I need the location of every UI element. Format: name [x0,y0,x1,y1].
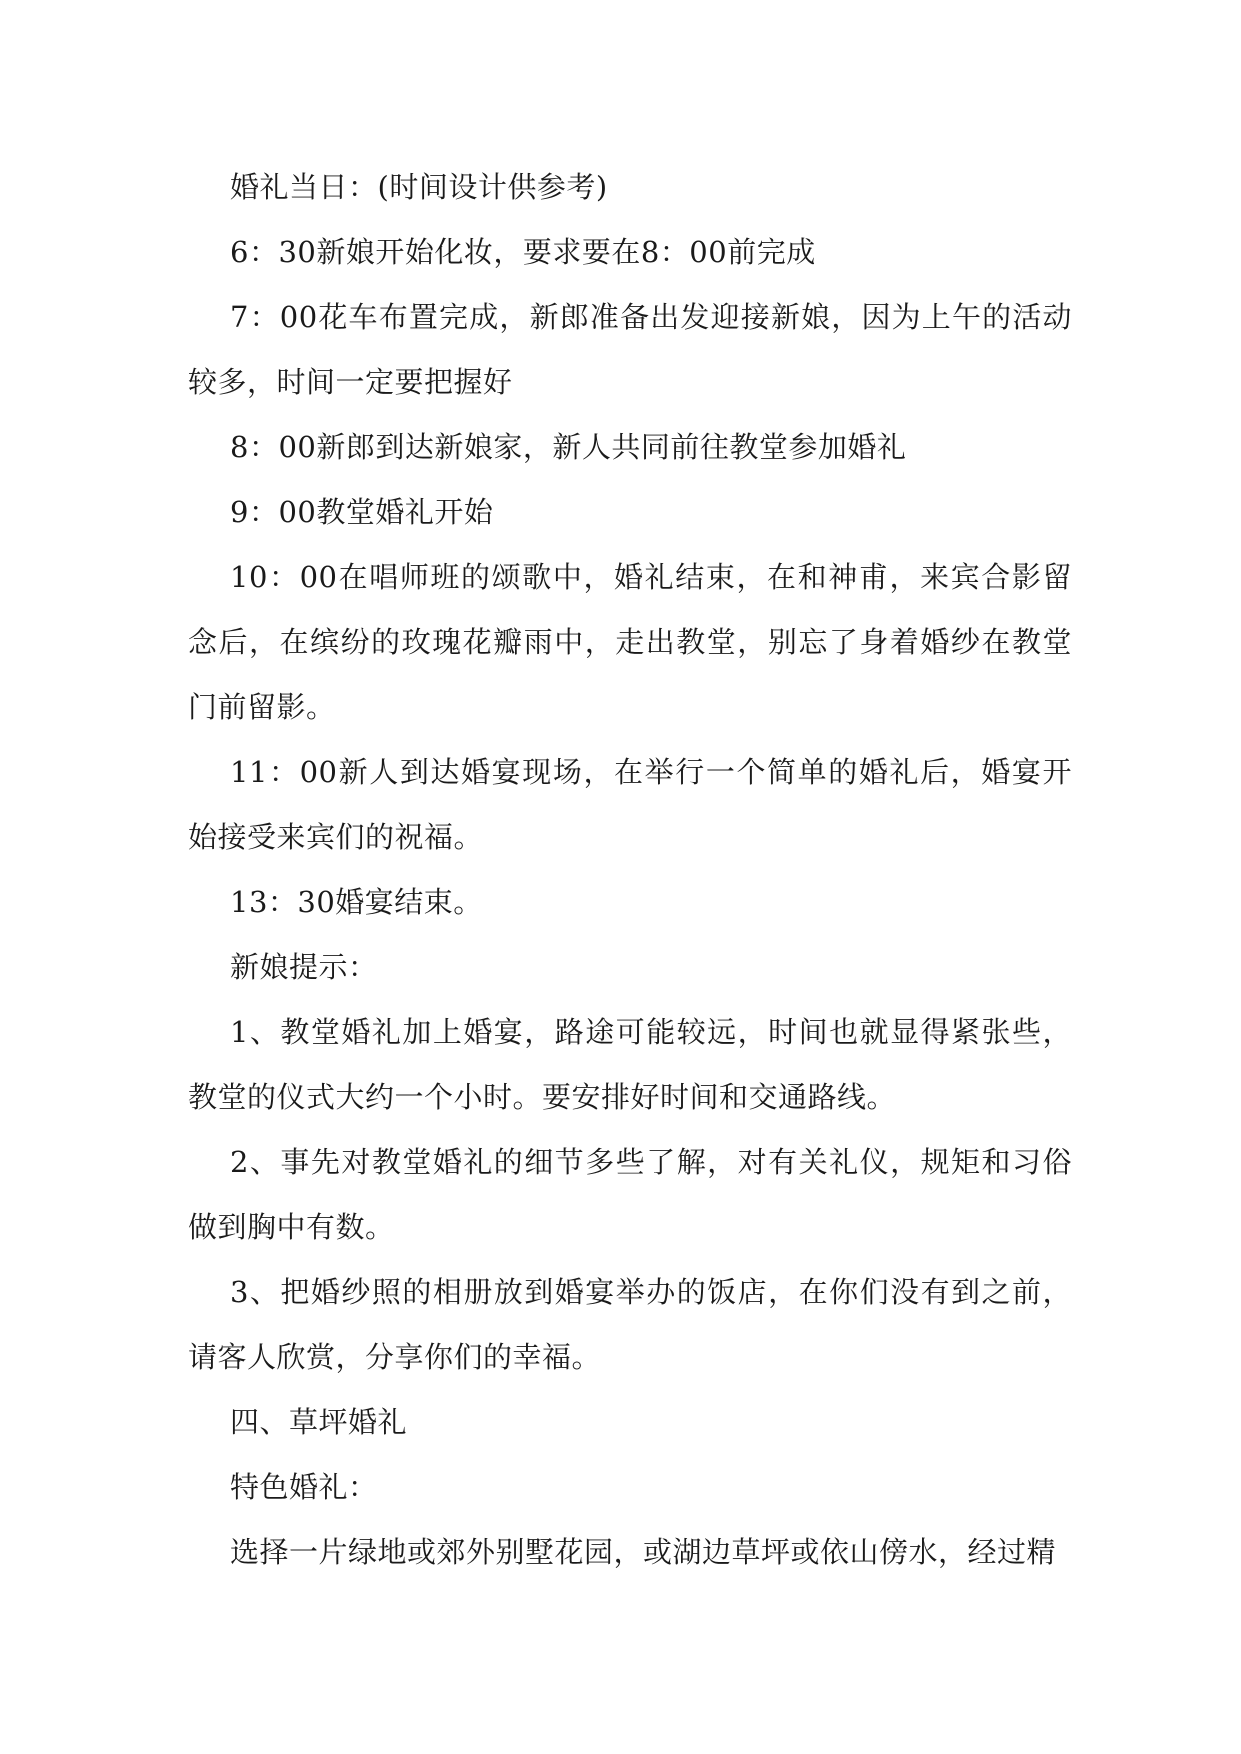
paragraph-schedule-0900: 9：00教堂婚礼开始 [230,495,494,529]
paragraph-schedule-0700: 7：00花车布置完成，新郎准备出发迎接新娘，因为上午的活动较多，时间一定要把握好 [188,300,1072,399]
paragraph-schedule-1000: 10：00在唱师班的颂歌中，婚礼结束，在和神甫，来宾合影留念后，在缤纷的玫瑰花瓣雨中，走出教堂，别忘了身着婚纱在教堂门前留影。 [188,560,1072,724]
paragraph-schedule-1100: 11：00新人到达婚宴现场，在举行一个简单的婚礼后，婚宴开始接受来宾们的祝福。 [188,755,1072,854]
paragraph-lawn-description: 选择一片绿地或郊外别墅花园，或湖边草坪或依山傍水，经过精 [230,1535,1057,1569]
paragraph-bride-tips-heading: 新娘提示： [230,950,378,984]
paragraph-wedding-day-heading: 婚礼当日：(时间设计供参考) [230,170,608,204]
document-body [188,155,1072,1585]
paragraph-tip-3: 3、把婚纱照的相册放到婚宴举办的饭店，在你们没有到之前，请客人欣赏，分享你们的幸福。 [188,1275,1072,1374]
paragraph-schedule-0800: 8：00新郎到达新娘家，新人共同前往教堂参加婚礼 [230,430,907,464]
paragraph-tip-1: 1、教堂婚礼加上婚宴，路途可能较远，时间也就显得紧张些，教堂的仪式大约一个小时。要安排好时间和交通路线。 [188,1015,1072,1114]
paragraph-feature-heading: 特色婚礼： [230,1470,378,1504]
paragraph-tip-2: 2、事先对教堂婚礼的细节多些了解，对有关礼仪，规矩和习俗做到胸中有数。 [188,1145,1072,1244]
section-heading-lawn-wedding: 四、草坪婚礼 [230,1405,408,1439]
paragraph-schedule-1330: 13：30婚宴结束。 [230,885,483,919]
paragraph-schedule-0630: 6：30新娘开始化妆，要求要在8：00前完成 [230,235,816,269]
